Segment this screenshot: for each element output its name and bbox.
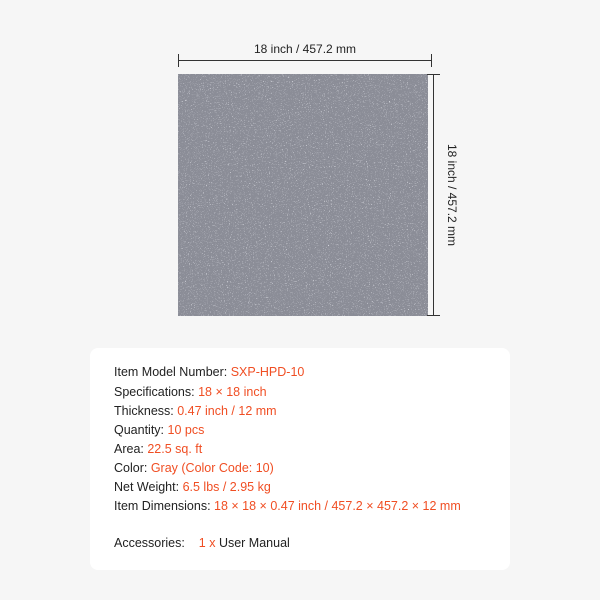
spec-value: 6.5 lbs / 2.95 kg (182, 480, 271, 494)
spec-thickness (114, 402, 277, 420)
spec-label: Item Dimensions: (114, 499, 215, 513)
width-dimension-tick-right (431, 54, 432, 67)
spec-label: Area: (114, 442, 148, 456)
spec-area (114, 440, 202, 458)
width-dimension (178, 40, 432, 70)
width-dimension-label: 18 inch / 457.2 mm (253, 42, 357, 56)
spec-item-dimensions (114, 497, 461, 515)
specifications-card (90, 348, 510, 570)
spec-value: 0.47 inch / 12 mm (177, 404, 277, 418)
accessories-label: Accessories: (114, 536, 185, 550)
carpet-texture (178, 74, 428, 316)
spec-label: Item Model Number: (114, 365, 231, 379)
spec-quantity (114, 421, 204, 439)
spec-value: 10 pcs (167, 423, 205, 437)
spec-value: 22.5 sq. ft (147, 442, 203, 456)
spec-accessories (114, 534, 290, 552)
height-dimension-label: 18 inch / 457.2 mm (445, 143, 459, 247)
spec-color (114, 459, 274, 477)
spec-label: Specifications: (114, 385, 199, 399)
spec-model-number (114, 363, 304, 381)
width-dimension-tick-left (178, 54, 179, 67)
spec-label: Thickness: (114, 404, 178, 418)
spec-value: 18 × 18 × 0.47 inch / 457.2 × 457.2 × 12 mm (214, 499, 461, 513)
width-dimension-line (178, 60, 432, 61)
spec-specifications (114, 383, 267, 401)
spec-value: 18 × 18 inch (198, 385, 267, 399)
height-dimension-tick-top (427, 74, 440, 75)
spec-label: Net Weight: (114, 480, 183, 494)
spec-label: Quantity: (114, 423, 168, 437)
accessories-item: User Manual (218, 536, 290, 550)
spec-value: Gray (Color Code: 10) (150, 461, 274, 475)
spec-net-weight (114, 478, 271, 496)
accessories-qty: 1 x (198, 536, 216, 550)
spec-value: SXP-HPD-10 (230, 365, 305, 379)
height-dimension (426, 74, 459, 316)
height-dimension-tick-bottom (427, 315, 440, 316)
carpet-tile-image (178, 74, 428, 316)
height-dimension-line (433, 74, 434, 316)
spec-label: Color: (114, 461, 151, 475)
